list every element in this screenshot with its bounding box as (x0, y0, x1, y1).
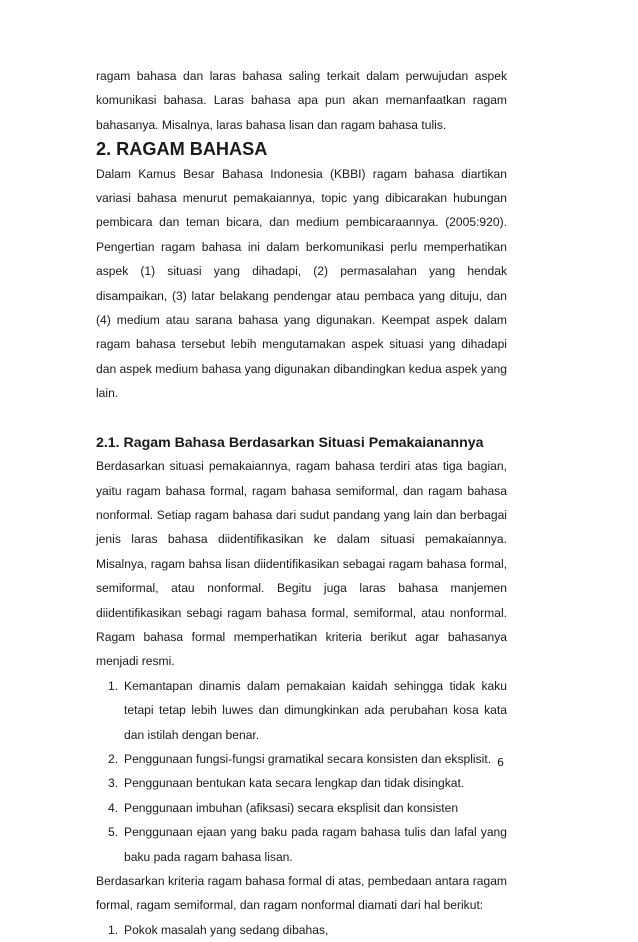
list-item-text: Penggunaan bentukan kata secara lengkap dan tidak disingkat. (124, 776, 465, 791)
section-2-paragraph: Dalam Kamus Besar Bahasa Indonesia (KBBI) ragam bahasa diartikan variasi bahasa menurut pemakaiannya, topic yang dibicarakan hubungan pembicara dan teman bicara, dan medium pembicaraannya. (2005:920). Pengertian ragam bahasa ini dalam berkomunikasi perlu memperhatikan aspek (1) situasi yang dihadapi, (2) permasalahan yang hendak disampaikan, (3) latar belakang pendengar atau pembaca yang dituju, dan (4) medium atau sarana bahasa yang digunakan. Keempat aspek dalam ragam bahasa tersebut lebih mengutamakan aspek situasi yang dihadapi dan aspek medium bahasa yang digunakan dibandingkan kedua aspek yang lain. (96, 166, 507, 401)
observation-list (96, 918, 507, 942)
list-item (96, 771, 507, 795)
list-item-text: Penggunaan fungsi-fungsi gramatikal secara konsisten dan eksplisit. (124, 751, 492, 766)
document-page (96, 64, 507, 942)
list-item (96, 674, 507, 747)
list-item-number: 2. (108, 751, 119, 766)
closing-paragraph: Berdasarkan kriteria ragam bahasa formal di atas, pembedaan antara ragam formal, ragam semiformal, dan ragam nonformal diamati dari hal berikut: (96, 874, 507, 913)
list-item-number: 4. (108, 800, 119, 815)
list-item-number: 1. (108, 678, 119, 693)
list-item-number: 5. (108, 825, 119, 840)
list-item (96, 820, 507, 869)
list-item-text: Penggunaan ejaan yang baku pada ragam bahasa tulis dan lafal yang baku pada ragam bahasa lisan. (124, 825, 507, 864)
page-number: 6 (497, 756, 504, 769)
list-item (96, 747, 507, 771)
list-item-number: 1. (108, 922, 119, 937)
list-item-text: Kemantapan dinamis dalam pemakaian kaidah sehingga tidak kaku tetapi tetap lebih luwes dan dimungkinkan ada perubahan kosa kata dan istilah dengan benar. (124, 678, 507, 742)
intro-paragraph: ragam bahasa dan laras bahasa saling terkait dalam perwujudan aspek komunikasi bahasa. Laras bahasa apa pun akan memanfaatkan ragam bahasanya. Misalnya, laras bahasa lisan dan ragam bahasa tulis. (96, 69, 507, 132)
list-item-number: 3. (108, 776, 119, 791)
list-item (96, 918, 507, 942)
formal-criteria-list (96, 674, 507, 869)
section-2-heading: 2. RAGAM BAHASA (96, 139, 268, 160)
list-item-text: Penggunaan imbuhan (afiksasi) secara eksplisit dan konsisten (124, 800, 459, 815)
section-2-1-heading: 2.1. Ragam Bahasa Berdasarkan Situasi Pemakaianannya (96, 433, 484, 450)
list-item (96, 796, 507, 820)
section-2-1-paragraph: Berdasarkan situasi pemakaiannya, ragam bahasa terdiri atas tiga bagian, yaitu ragam bahasa formal, ragam bahasa semiformal, dan ragam bahasa nonformal. Setiap ragam bahasa dari sudut pandang yang lain dan berbagai jenis laras bahasa diidentifikasikan ke dalam situasi pemakaiannya. Misalnya, ragam bahsa lisan diidentifikasikan sebagai ragam bahasa formal, semiformal, atau nonformal. Begitu juga laras bahasa manjemen diidentifikasikan sebagi ragam bahasa formal, semiformal, atau nonformal. Ragam bahasa formal memperhatikan kriteria berikut agar bahasanya menjadi resmi. (96, 459, 507, 669)
list-item-text: Pokok masalah yang sedang dibahas, (124, 922, 329, 937)
